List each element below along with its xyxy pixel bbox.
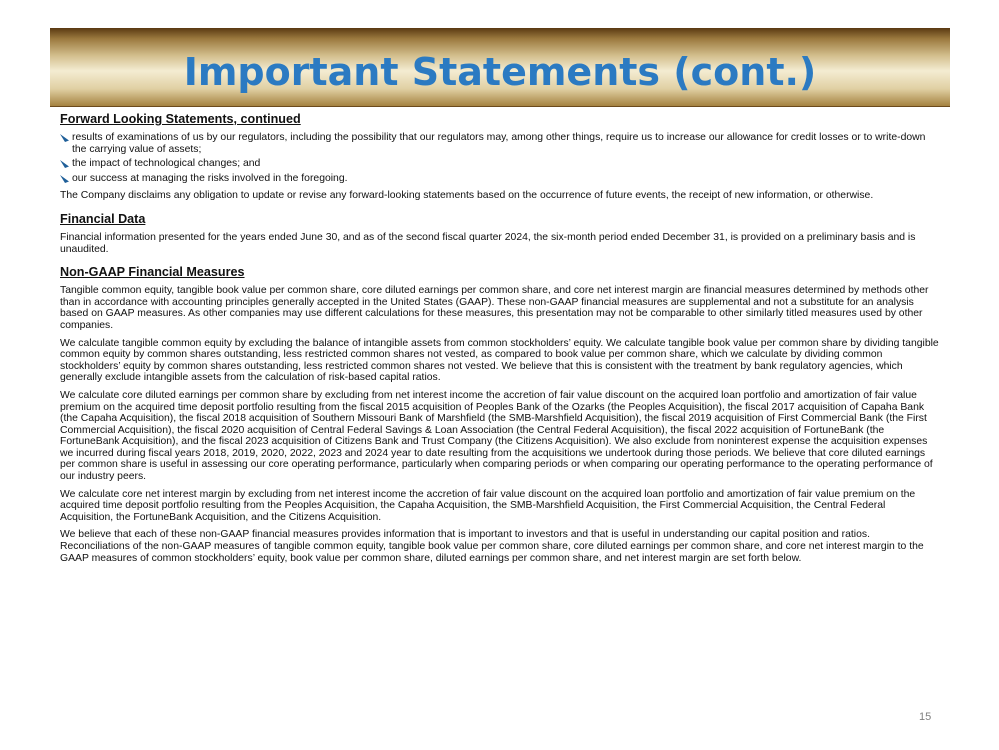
financial-data-text: Financial information presented for the years ended June 30, and as of the second fiscal quarter 2024, the six-month period ended December 31, is provided on a preliminary basis and is unaudited. bbox=[60, 231, 916, 255]
arrow-bullet-icon bbox=[60, 134, 70, 142]
arrow-bullet-icon bbox=[60, 175, 70, 183]
financial-data-heading: Financial Data bbox=[60, 211, 146, 226]
bullet-text: our success at managing the risks involved in the foregoing. bbox=[72, 172, 348, 184]
bullet-text: results of examinations of us by our regulators, including the possibility that our regulators may, among other things, require us to increase our allowance for credit losses or to write-down the carrying value of assets; bbox=[72, 132, 926, 155]
non-gaap-paragraph: We calculate core net interest margin by excluding from net interest income the accretion of fair value discount on the acquired loan portfolio and amortization of fair value premium on the acquired time deposit portfolio resulting from the Peoples Acquisition, the Capaha Acquisition, the SMB-Marshfield Acquisition, the First Commercial Acquisition, the Central Federal Acquisition, the FortuneBank Acquisition, and the Citizens Acquisition. bbox=[60, 488, 916, 523]
forward-looking-heading: Forward Looking Statements, continued bbox=[60, 112, 301, 126]
non-gaap-paragraph: We calculate core diluted earnings per common share by excluding from net interest income the accretion of fair value discount on the acquired loan portfolio and amortization of fair value premium on the acquired time deposit portfolio resulting from the fiscal 2015 acquisition of Peoples Bank of the Ozarks (the Peoples Acquisition), the fiscal 2017 acquisition of Capaha Bank (the Capaha Acquisition), the fiscal 2018 acquisition of Southern Missouri Bank of Marshfield (the SMB-Marshfield Acquisition), the fiscal 2019 acquisition of First Commercial Bank (the First Commercial Acquisition), the fiscal 2020 acquisition of Central Federal Savings & Loan Association (the Central Federal Acquisition), the fiscal 2022 acquisition of FortuneBank (the FortuneBank Acquisition), and the fiscal 2023 acquisition of Citizens Bank and Trust Company (the Citizens Acquisition). We also exclude from noninterest expense the acquisition expenses we incurred during fiscal years 2018, 2019, 2020, 2022, 2023 and 2024 year to date resulting from the acquisitions we undertook during those periods. We believe that core diluted earnings per common share is useful in assessing our core operating performance, particularly when comparing periods or when comparing our operating performance to the operating performance of our industry peers. bbox=[60, 389, 933, 483]
page-title: Important Statements (cont.) bbox=[183, 50, 817, 94]
forward-looking-disclaimer: The Company disclaims any obligation to update or revise any forward-looking statements based on the occurrence of future events, the receipt of new information, or otherwise. bbox=[60, 190, 874, 202]
list-item bbox=[60, 158, 940, 170]
arrow-bullet-icon bbox=[60, 160, 70, 168]
list-item bbox=[60, 173, 940, 185]
title-banner bbox=[50, 28, 950, 106]
non-gaap-paragraph: We calculate tangible common equity by excluding the balance of intangible assets from common stockholders’ equity. We calculate tangible book value per common share by dividing tangible common equity by common shares outstanding, less restricted common shares not vested, as compared to book value per common share, which we calculate by dividing common stockholders’ equity by common shares outstanding, less restricted common shares not vested. We believe that this is consistent with the treatment by bank regulatory agencies, which generally exclude intangible assets from the calculation of risk-based capital ratios. bbox=[60, 337, 939, 384]
non-gaap-heading: Non-GAAP Financial Measures bbox=[60, 265, 245, 280]
list-item bbox=[60, 132, 940, 155]
non-gaap-paragraph: We believe that each of these non-GAAP financial measures provides information that is important to investors and that is useful in understanding our capital position and ratios. Reconciliations of the non-GAAP measures of tangible common equity, tangible book value per common share, core diluted earnings per common share, and core net interest margin to the GAAP measures of common stockholders’ equity, book value per common share, diluted earnings per common share, and net interest margin are set forth below. bbox=[60, 529, 924, 564]
forward-looking-bullet-list bbox=[60, 132, 940, 184]
slide-content bbox=[60, 112, 940, 570]
page-number: 15 bbox=[919, 711, 932, 723]
non-gaap-paragraph: Tangible common equity, tangible book value per common share, core diluted earnings per common share, and core net interest margin are financial measures determined by methods other than in accordance with accounting principles generally accepted in the United States (GAAP). These non-GAAP financial measures are supplemental and not a substitute for an analysis based on GAAP measures. As other companies may use different calculations for these measures, this presentation may not be comparable to other similarly titled measures used by other companies. bbox=[60, 285, 929, 331]
bullet-text: the impact of technological changes; and bbox=[72, 158, 261, 170]
